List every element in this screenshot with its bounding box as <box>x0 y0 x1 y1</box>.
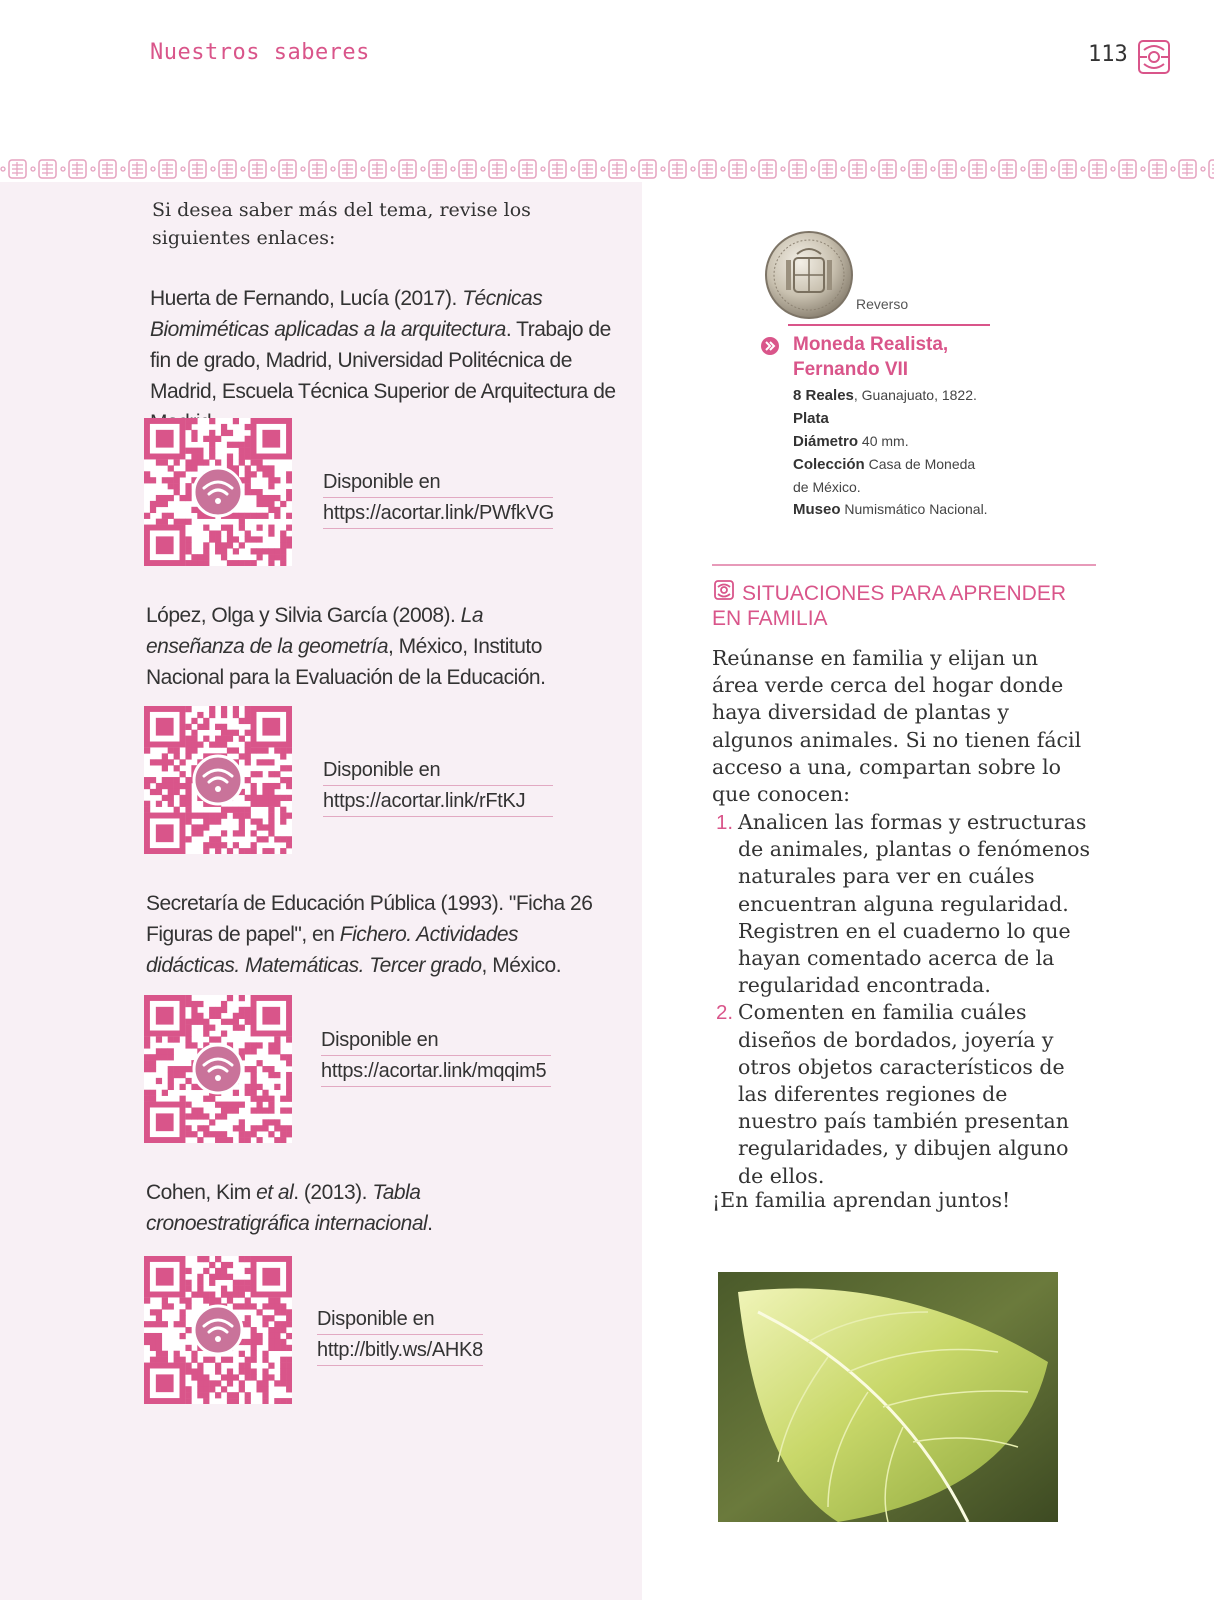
qr-code-icon[interactable] <box>144 995 292 1143</box>
available-label: Disponible en <box>317 1308 483 1335</box>
glyph-border-band-icon <box>0 156 1214 182</box>
coin-spec-line: Diámetro 40 mm. <box>793 433 909 450</box>
reference-link[interactable]: https://acortar.link/PWfkVG <box>323 498 553 529</box>
qr-code-icon[interactable] <box>144 1256 292 1404</box>
reference-citation <box>146 600 556 693</box>
step-text: Analicen las formas y estructuras de animales, plantas o fenómenos naturales para ver en cuáles encuentran alguna regularidad. Registren en el cuaderno lo que hayan comentado acerca de la regularidad encontrada. <box>738 810 1091 998</box>
coin-specs <box>793 384 993 521</box>
section-divider <box>712 564 1096 566</box>
pink-glyph-ornament-icon <box>1136 38 1172 76</box>
step-text: Comenten en familia cuáles diseños de bordados, joyería y otros objetos característicos de las diferentes regiones de nuestro país también presentan regularidades, y dibujen alguno de ellos. <box>738 1000 1069 1188</box>
coin-title: Moneda Realista, Fernando VII <box>793 334 949 380</box>
citation-title: Técnicas Biomiméticas aplicadas a la arquitectura <box>150 287 543 341</box>
coin-spec-line: Colección Casa de Moneda de México. <box>793 456 976 495</box>
available-label: Disponible en <box>321 1029 551 1056</box>
step-number: 1. <box>716 811 734 834</box>
available-label: Disponible en <box>323 471 553 498</box>
list-item <box>712 999 1092 1189</box>
availability-block <box>321 1029 551 1087</box>
available-label: Disponible en <box>323 759 553 786</box>
step-number: 2. <box>716 1001 734 1025</box>
reference-citation <box>150 283 620 438</box>
citation-title: et al <box>256 1181 294 1204</box>
page-number: 113 <box>1088 42 1128 67</box>
qr-code-icon[interactable] <box>144 418 292 566</box>
qr-code-icon[interactable] <box>144 706 292 854</box>
green-leaf-photo-icon <box>718 1272 1058 1522</box>
citation-text: . <box>427 1212 433 1235</box>
closing-text: ¡En familia aprendan juntos! <box>712 1188 1011 1212</box>
citation-text: . (2013). <box>293 1181 373 1204</box>
citation-title: Fichero. Actividades didácticas. Matemáticas. Tercer grado <box>146 923 519 977</box>
citation-title: Tabla cronoestratigráfica internacional <box>146 1181 428 1235</box>
citation-title: La enseñanza de la geometría <box>146 604 484 658</box>
availability-block <box>323 471 553 529</box>
section-heading: SITUACIONES PARA APRENDER EN FAMILIA <box>712 582 1067 630</box>
reference-link[interactable]: https://acortar.link/rFtKJ <box>323 786 553 817</box>
reference-link[interactable]: https://acortar.link/mqqim5 <box>321 1056 551 1087</box>
coin-spec-line: 8 Reales, Guanajuato, 1822. <box>793 387 977 404</box>
coin-side-label: Reverso <box>856 296 909 312</box>
section-title: Nuestros saberes <box>150 40 370 65</box>
silver-coin-reverse-icon <box>764 230 854 320</box>
activity-steps <box>712 809 1092 1190</box>
reference-citation <box>146 888 596 981</box>
coin-divider <box>788 324 990 326</box>
citation-text: . Trabajo de fin de grado, Madrid, Universidad Politécnica de Madrid, Escuela Técnica Superior de Arquitectura de <box>150 318 616 403</box>
activity-intro: Reúnanse en familia y elijan un área verde cerca del hogar donde haya diversidad de plantas y algunos animales. Si no tienen fácil acceso a una, compartan sobre lo que conocen: <box>712 646 1082 807</box>
availability-block <box>317 1308 483 1366</box>
citation-text: Huerta de Fernando, Lucía (2017). <box>150 287 463 310</box>
coin-spec-line: Museo Numismático Nacional. <box>793 501 988 518</box>
citation-text: Secretaría de Educación Pública (1993). "Ficha 26 Figuras de papel", en <box>146 892 593 946</box>
availability-block <box>323 759 553 817</box>
coin-spec-line: Plata <box>793 410 829 427</box>
citation-text: Cohen, Kim <box>146 1181 257 1204</box>
chevron-right-icon <box>760 336 780 356</box>
reference-citation <box>146 1177 576 1239</box>
citation-text: , México. <box>481 954 562 977</box>
reference-link[interactable]: http://bitly.ws/AHK8 <box>317 1335 483 1366</box>
citation-text: , México, Instituto Nacional para la Evaluación de la Educación. <box>146 635 546 689</box>
list-item <box>712 809 1092 999</box>
citation-text: López, Olga y Silvia García (2008). <box>146 604 461 627</box>
references-intro: Si desea saber más del tema, revise los siguientes enlaces: <box>152 199 531 249</box>
